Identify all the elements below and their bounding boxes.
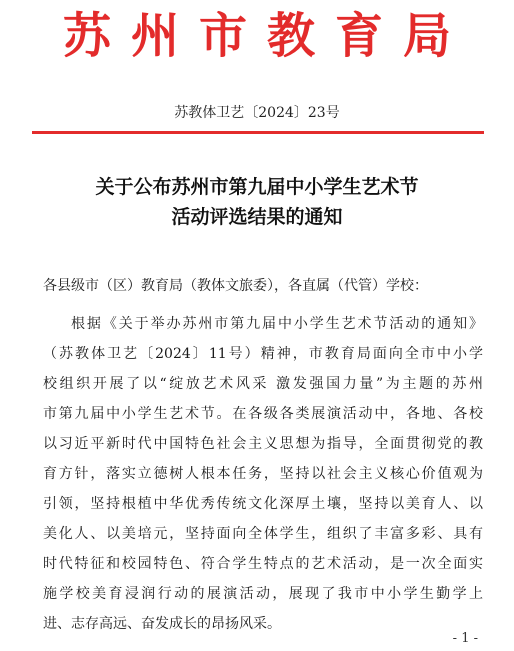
notice-title-line-2: 活动评选结果的通知 bbox=[171, 206, 343, 228]
body-line: 时代特征和校园特色、符合学生特点的艺术活动，是一次全面实 bbox=[43, 556, 483, 572]
body-line: （苏教体卫艺〔2024〕11号）精神，市教育局面向全市中小学 bbox=[43, 346, 483, 362]
body-line: 施学校美育浸润行动的展演活动，展现了我市中小学生勤学上 bbox=[43, 586, 483, 602]
body-line: 育方针，落实立德树人根本任务，坚持以社会主义核心价值观为 bbox=[43, 466, 483, 482]
body-line: 根据《关于举办苏州市第九届中小学生艺术节活动的通知》 bbox=[71, 316, 483, 332]
salutation: 各县级市（区）教育局（教体文旅委），各直属（代管）学校： bbox=[43, 278, 428, 294]
page-number: - 1 - bbox=[452, 631, 478, 646]
notice-title-line-1: 关于公布苏州市第九届中小学生艺术节 bbox=[95, 176, 419, 198]
body-line: 校组织开展了以“绽放艺术风采 激发强国力量”为主题的苏州 bbox=[43, 376, 483, 392]
body-line: 以习近平新时代中国特色社会主义思想为指导，全面贯彻党的教 bbox=[43, 436, 483, 452]
notice-title bbox=[0, 172, 514, 232]
red-divider-line bbox=[32, 131, 484, 134]
masthead-title: 苏州市教育局 bbox=[62, 8, 471, 64]
body-paragraph bbox=[43, 309, 483, 639]
body-line: 市第九届中小学生艺术节。在各级各类展演活动中，各地、各校 bbox=[43, 406, 483, 422]
document-number: 苏教体卫艺〔2024〕23号 bbox=[174, 105, 340, 121]
body-line: 美化人、以美培元，坚持面向全体学生，组织了丰富多彩、具有 bbox=[43, 526, 483, 542]
body-line: 进、志存高远、奋发成长的昂扬风采。 bbox=[43, 616, 281, 632]
body-line: 引领，坚持根植中华优秀传统文化深厚土壤，坚持以美育人、以 bbox=[43, 496, 483, 512]
